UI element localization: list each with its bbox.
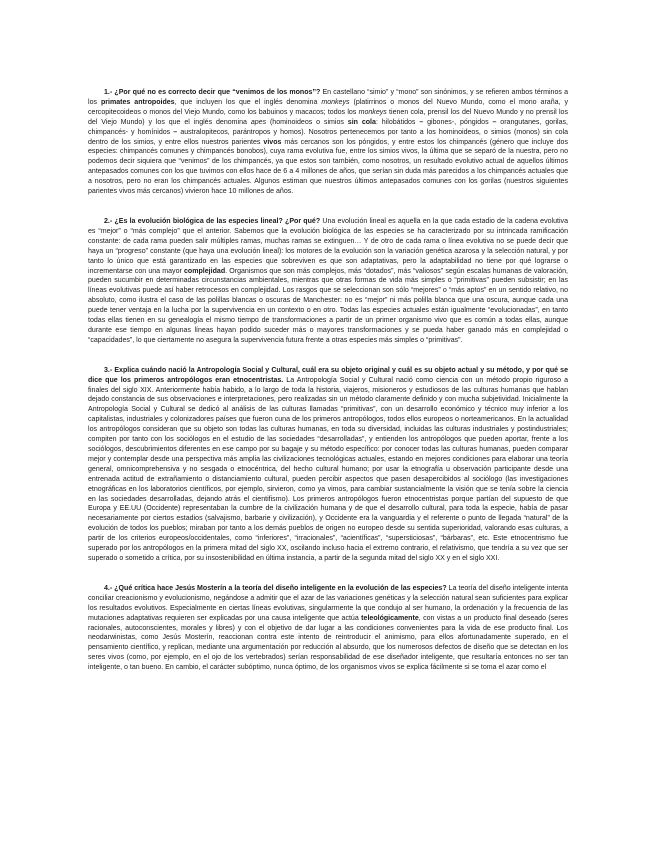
question-3-heading: 3.- Explica cuándo nació la Antropología Social y Cultural, cuál era su objeto original y cuál es su objeto actual y su método, y por qué se dice que los primeros antropólogos eran etnocentristas. bbox=[88, 366, 568, 384]
question-1-text-run: primates antropoides bbox=[100, 98, 175, 106]
question-1-text-run: – bbox=[492, 118, 497, 126]
question-4-text-run: La teoría del diseño inteligente intenta conciliar creacionismo y evolucionismo, negándose a admitir que el azar de las variaciones genéticas y la selección natural sean suficientes para explicar los resultados evolutivos. Especialmente en ciertas líneas evolutivas, singularmente la que condujo al ser humano, la ordenación y la frecuencia de las mutaciones adaptativas requieren ser explicadas por una causa inteligente que actúa bbox=[88, 584, 569, 622]
question-4-text-run: , con vistas a un producto final deseado (seres racionales, autoconscientes, morales y libres) y con el objetivo de dar lugar a las condiciones convenientes para la vida de ese producto final. Los neodarwinistas, como Jesús Mosterín, reaccionan contra este intento de reintroducir el animismo, para ellos afortunadamente superado, en el pensamiento científico, y replican, mediante una argumentación por reducción al absurdo, que los numerosos defectos de diseño que se detectan en los seres vivos (como, por ejemplo, en el ojo de los vertebrados) serían responsabilidad de ese diseñador inteligente, que resultaría entonces no ser tan inteligente, o tan bueno. En cambio, el carácter subóptimo, nunca óptimo, de los organismos vivos se explica fácilmente si se toma el azar como el bbox=[88, 614, 568, 672]
question-1-text-run: australopitecos, parántropos y homos). Nosotros pertenecemos por tanto a los hominoideos, o simios (monos) sin cola dentro de los simios, y entre ellos nuestros parientes bbox=[88, 128, 568, 146]
question-1-text-run: monkeys bbox=[321, 98, 350, 106]
question-1-text-run: orangutanes, gorilas, chimpancés- y homínidos bbox=[88, 118, 569, 136]
question-3 bbox=[88, 366, 568, 564]
question-4-heading: 4.- ¿Qué crítica hace Jesús Mosterín a la teoría del diseño inteligente en la evolución de las especies? bbox=[104, 584, 447, 592]
question-1-text-run: : hilobátidos bbox=[375, 118, 420, 126]
question-2-text-run: complejidad bbox=[184, 267, 226, 275]
question-1-heading: 1.- ¿Por qué no es correcto decir que “venimos de los monos”? bbox=[104, 89, 321, 96]
question-1-text-run: – bbox=[419, 118, 424, 126]
question-2-text-run: Una evolución lineal es aquella en la que cada estadio de la cadena evolutiva es “mejor” o “más complejo” que el anterior. Sabemos que la evolución biológica de las especies se ha caracterizado por su intrincada ramificación constante: de cada rama pueden salir múltiples ramas, muchas ramas se extinguen… Y de otro de cada rama o línea evolutiva no se puede decir que haya un “progreso” constante (que haya una evolución lineal): los motores de la evolución son la variación genética azarosa y la selección natural, y por tanto lo único que está garantizado en las especies que sobreviven es que son adaptativas, pero la adaptabilidad no tiene por qué lograrse o incrementarse con una mayor bbox=[88, 217, 568, 275]
question-1-text-run: , que incluyen los que el inglés denomina bbox=[174, 98, 322, 106]
question-1-text-run: – bbox=[173, 128, 178, 136]
question-2-text-run: . Organismos que son más complejos, más “dotados”, más “valiosos” según escalas humanas de valoración, pueden sucumbir en determinadas circunstancias ambientales, mientras que otras formas de vida más simples o “primitivas” pueden subsistir; en las líneas evolutivas puede así haber retrocesos en complejidad. Los rasgos que se seleccionan son sólo “mejores” o “más aptos” en un sentido relativo, no absoluto, como ilustra el caso de las polillas blancas o oscuras de Manchester: no es “mejor” ni más polilla blanca que una oscura, aunque cada una puede tener ventaja en la lucha por la supervivencia en un contexto o en otro. Todas las especies actuales están igualmente “evolucionadas”, en tanto todas ellas tienen en su genealogía el mismo tiempo de transformaciones a partir de un primer organismo vivo que es común a todas ellas, aunque durante ese tiempo en algunas líneas hayan podido suceder más o mayores transformaciones y se pueda haber ganado más en complejidad o “capacidades”, lo que ciertamente no asegura la supervivencia futura frente a otras especies más simples o “primitivas”. bbox=[88, 267, 568, 344]
question-1-text-run: (platirrinos o monos del Nuevo Mundo, como el mono araña, y cercopitecoideos o monos del Viejo Mundo, como los babuinos y macacos; todos los bbox=[88, 98, 568, 116]
question-1-text-run: más cercanos son los póngidos, y entre estos los chimpancés (género que incluye dos especies: chimpancés comunes y chimpancés bonobos), cuya rama evolutiva fue, entre los simios vivos, la última que se separó de la nuestra, pero no podemos decir siquiera que “venimos” de los chimpancés, ya que estos son también, como nosotros, un resultado evolutivo actual de aquellos últimos antepasados comunes con los que tuvimos con ellos hace de 6 a 4 millones de años, que serían sin duda más parecidos a los chimpancés actuales que a nosotros, pero no eran los chimpancés actuales. Algunos estiman que nuestros últimos antepasados comunes con los gorilas (nuestros siguientes parientes vivos más cercanos) vivieron hace 10 millones de años. bbox=[88, 138, 568, 196]
question-1-text-run: apes bbox=[250, 118, 267, 126]
question-1-text-run: En castellano “simio” y “mono” son sinónimos, y se refieren ambos términos a los bbox=[88, 89, 568, 106]
question-4-text-run: teleológicamente bbox=[361, 614, 419, 622]
question-2-heading: 2.- ¿Es la evolución biológica de las especies lineal? ¿Por qué? bbox=[104, 217, 321, 225]
question-1-text-run: vivos bbox=[263, 138, 282, 146]
question-4 bbox=[88, 584, 568, 673]
question-1-text-run: tienen cola, prensil los del Nuevo Mundo y no prensil los del Viejo Mundo) y los que el inglés denomina bbox=[88, 108, 568, 126]
question-3-text-run: La Antropología Social y Cultural nació como ciencia con un método propio riguroso a finales del siglo XIX. Anteriormente había habido, a lo largo de toda la historia, viajeros, misioneros y estudiosos de las culturas humanas que hablan dejado constancia de sus observaciones e interpretaciones, pero realizadas sin un método claramente definido y con mucha subjetividad. Inicialmente la Antropología Social y Cultural se dedicó al análisis de las culturas llamadas “primitivas”, con un desarrollo económico y técnico muy inferior a los capitalistas, industriales y colonizadores países que fueron cuna de los primeros antropólogos, todos ellos europeos o norteamericanos. En la actualidad los antropólogos consideran que su objeto son todas las culturas humanas, en toda su diversidad, incluidas las culturas industriales y postindustriales; compiten por tanto con los sociólogos en el estudio de las sociedades “desarrolladas”, y entienden los antropólogos que pueden aportar, frente a los sociólogos, descubrimientos diferentes en ese campo por su bagaje y su método específico: por conocer todas las culturas humanas, pueden comparar mejor y contemplar desde una perspectiva más amplia las civilizaciones tecnológicas actuales, estando en mejores condiciones para elaborar una teoría general, omnicomprehensiva y no sesgada o etnocéntrica, del hecho cultural humano; por usar la etnografía u observación participante desde una entrenada actitud de extrañamiento o distanciamiento cultural, pueden percibir aspectos que pasen desapercibidos al sociólogo (las investigaciones etnográficas en los laboratorios científicos, por ejemplo, sirvieron, como ya vimos, para cambiar sustancialmente la visión que se tenía sobre la ciencia en las sociedades desarrolladas, dejando atrás el cientifismo). Los primeros antropólogos fueron etnocentristas porque partían del supuesto de que Europa y EE.UU (Occidente) representaban la cumbre de la civilización humana y de que el desarrollo cultural, para toda la especie, había de pasar necesariamente por ciertos estadios (salvajismo, barbarie y civilización), y Occidente era la vanguardia y el referente o punto de llegada “natural” de la evolución de todos los pueblos; miraban por tanto a los demás pueblos de origen no europeo desde su sentida superioridad, valorando esas culturas, a partir de los criterios europeos/occidentales, como “inferiores”, “irracionales”, “acientíficas”, “supersticiosas”, “bárbaras”, etc. Este etnocentrismo fue superado por los antropólogos en la primera mitad del siglo XX, oscilando incluso hacia el extremo contrario, el relativismo, que tendría a su vez que ser superado o sometido a crítica, por su insostenibilidad en última instancia, a partir de la segunda mitad del siglo XX y en el siglo XXI. bbox=[88, 376, 568, 562]
question-1 bbox=[88, 88, 568, 197]
question-1-text-run: (hominoideos o simios bbox=[266, 118, 348, 126]
question-2 bbox=[88, 217, 568, 346]
question-1-text-run: gibones-, póngidos bbox=[423, 118, 493, 126]
question-1-text-run: monkeys bbox=[358, 108, 387, 116]
document-page bbox=[88, 88, 568, 693]
question-1-text-run: sin cola bbox=[347, 118, 376, 126]
